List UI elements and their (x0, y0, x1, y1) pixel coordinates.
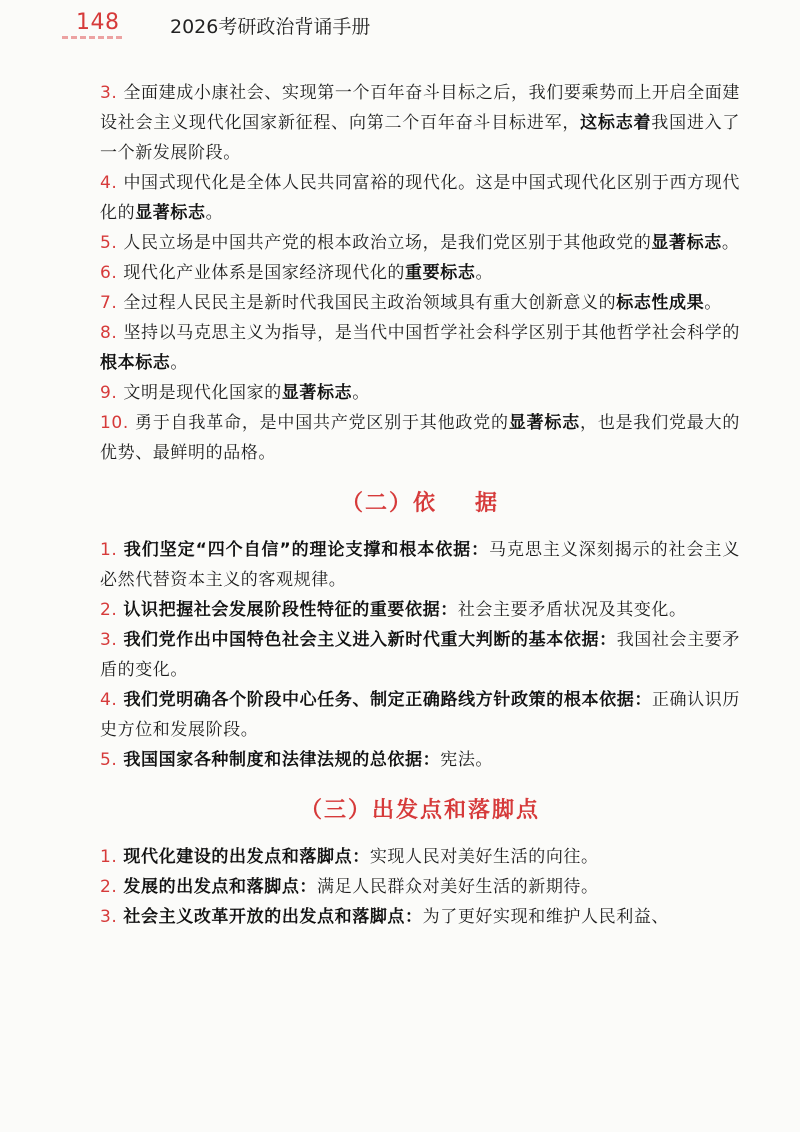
item-text: 。 (704, 293, 722, 313)
section-heading-chufadian-title: （三）出发点和落脚点 (299, 798, 540, 823)
chufadian-list (100, 842, 740, 932)
item-text: 为了更好实现和维护人民利益、 (422, 907, 670, 927)
item-number: 2. (100, 600, 118, 620)
item-key-phrase: 我们党明确各个阶段中心任务、制定正确路线方针政策的根本依据： (123, 690, 652, 710)
item-text: 全面建成小康社会、实现第一个百年奋斗目标之后，我们要乘势而上开启全面建设社会主义现代化国家新征程、向第二个百年奋斗目标进军， (100, 83, 740, 133)
item-key-phrase: 根本标志 (100, 353, 171, 373)
item-number: 5. (100, 233, 118, 253)
item-text: 。 (170, 353, 189, 373)
item-text: 。 (721, 233, 740, 253)
list-item (100, 685, 740, 745)
item-number: 6. (100, 263, 118, 283)
item-text: 。 (352, 383, 370, 403)
page-content (100, 78, 740, 932)
list-item (100, 228, 740, 258)
item-number: 2. (100, 877, 118, 897)
item-text: 宪法。 (440, 750, 494, 770)
list-item (100, 168, 740, 228)
page-number: 148 (76, 10, 120, 35)
item-key-phrase: 我们党作出中国特色社会主义进入新时代重大判断的基本依据： (123, 630, 617, 650)
item-number: 3. (100, 83, 118, 103)
list-item (100, 535, 740, 595)
item-number: 10. (100, 413, 129, 433)
list-item (100, 872, 740, 902)
item-number: 7. (100, 293, 118, 313)
item-key-phrase: 我国国家各种制度和法律法规的总依据： (123, 750, 441, 770)
list-item (100, 378, 740, 408)
list-item (100, 288, 740, 318)
item-text: 。 (475, 263, 494, 283)
item-text: ，也是我们党最大的优势、最鲜明的品格。 (100, 413, 740, 463)
list-item (100, 595, 740, 625)
item-text: 正确认识历史方位和发展阶段。 (100, 690, 741, 740)
item-number: 1. (100, 540, 118, 560)
list-item (100, 745, 740, 775)
item-text: 马克思主义深刻揭示的社会主义必然代替资本主义的客观规律。 (100, 540, 740, 590)
item-key-phrase: 认识把握社会发展阶段性特征的重要依据： (123, 600, 458, 620)
item-text: 全过程人民民主是新时代我国民主政治领域具有重大创新意义的 (123, 293, 617, 313)
item-number: 3. (100, 630, 118, 650)
item-key-phrase: 现代化建设的出发点和落脚点： (123, 847, 370, 867)
item-key-phrase: 显著标志 (281, 383, 353, 403)
item-key-phrase: 这标志着 (580, 113, 652, 133)
section-heading-yiju-suffix: 据 (475, 491, 500, 516)
item-text: 人民立场是中国共产党的根本政治立场，是我们党区别于其他政党的 (123, 233, 652, 253)
item-number: 1. (100, 847, 118, 867)
item-key-phrase: 显著标志 (135, 203, 206, 223)
item-text: 现代化产业体系是国家经济现代化的 (123, 263, 406, 283)
list-item (100, 78, 740, 168)
item-number: 4. (100, 173, 118, 193)
list-item (100, 902, 740, 932)
yiju-list (100, 535, 740, 775)
item-key-phrase: 显著标志 (651, 233, 722, 253)
item-text: 坚持以马克思主义为指导，是当代中国哲学社会科学区别于其他哲学社会科学的 (123, 323, 740, 343)
item-number: 4. (100, 690, 118, 710)
page-header (0, 0, 800, 50)
section-heading-chufadian (100, 793, 740, 824)
item-number: 9. (100, 383, 118, 403)
list-item (100, 318, 740, 378)
item-text: 满足人民群众对美好生活的新期待。 (317, 877, 599, 897)
item-number: 5. (100, 750, 118, 770)
item-text: 我国社会主要矛盾的变化。 (100, 630, 740, 680)
item-number: 3. (100, 907, 118, 927)
item-text: 文明是现代化国家的 (123, 383, 282, 403)
item-text: 勇于自我革命，是中国共产党区别于其他政党的 (134, 413, 509, 433)
item-text: 中国式现代化是全体人民共同富裕的现代化。这是中国式现代化区别于西方现代化的 (100, 173, 740, 223)
item-key-phrase: 重要标志 (405, 263, 476, 283)
list-item (100, 408, 740, 468)
list-item (100, 842, 740, 872)
section-heading-yiju (100, 486, 740, 517)
list-item (100, 258, 740, 288)
item-text: 实现人民对美好生活的向往。 (369, 847, 599, 867)
item-text: 我国进入了一个新发展阶段。 (100, 113, 741, 163)
item-key-phrase: 显著标志 (508, 413, 581, 433)
list-item (100, 625, 740, 685)
item-text: 。 (205, 203, 224, 223)
biaozhi-list (100, 78, 740, 468)
item-key-phrase: 社会主义改革开放的出发点和落脚点： (123, 907, 423, 927)
item-key-phrase: 我们坚定“四个自信”的理论支撑和根本依据： (123, 540, 490, 560)
item-key-phrase: 发展的出发点和落脚点： (123, 877, 318, 897)
section-heading-yiju-prefix: （二）依 (340, 491, 437, 516)
item-key-phrase: 标志性成果 (616, 293, 705, 313)
item-text: 社会主要矛盾状况及其变化。 (457, 600, 687, 620)
header-decoration (62, 36, 122, 39)
book-title: 2026考研政治背诵手册 (170, 16, 371, 38)
item-number: 8. (100, 323, 118, 343)
